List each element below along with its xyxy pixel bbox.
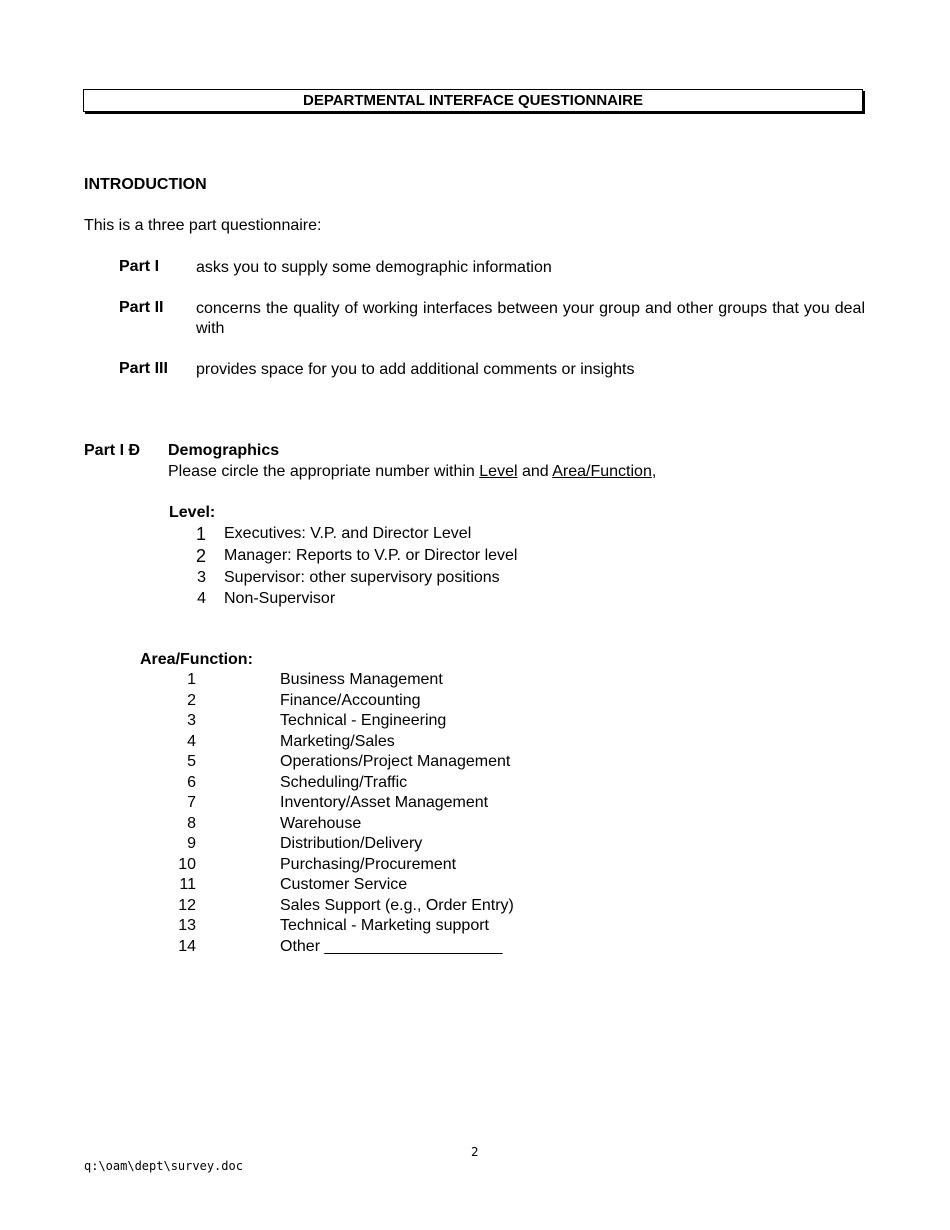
part-2-label: Part II	[119, 299, 164, 316]
area-num: 12	[178, 897, 196, 914]
area-heading: Area/Function:	[140, 651, 253, 668]
intro-heading: INTRODUCTION	[84, 176, 207, 193]
page-number: 2	[471, 1145, 479, 1159]
level-item: Non-Supervisor	[224, 590, 336, 607]
area-item: Technical - Marketing support	[280, 917, 489, 934]
level-num: 4	[197, 590, 206, 607]
part-3-label: Part III	[119, 360, 168, 377]
area-item: Business Management	[280, 671, 443, 688]
instr-pre: Please circle the appropriate number within	[168, 463, 480, 480]
level-item: Executives: V.P. and Director Level	[224, 525, 472, 542]
section-instructions	[168, 463, 656, 481]
part-1-desc: asks you to supply some demographic information	[196, 259, 552, 276]
level-item: Manager: Reports to V.P. or Director level	[224, 547, 518, 564]
level-heading: Level:	[169, 504, 216, 521]
area-item: Finance/Accounting	[280, 692, 421, 709]
area-num: 11	[179, 876, 196, 893]
area-num: 13	[178, 917, 196, 934]
level-num: 2	[195, 546, 206, 566]
instr-area: Area/Function	[552, 463, 652, 480]
area-item: Other ____________________	[280, 938, 503, 955]
level-num: 3	[197, 569, 206, 586]
area-num: 9	[187, 835, 196, 852]
intro-lead: This is a three part questionnaire:	[84, 217, 322, 234]
area-item: Technical - Engineering	[280, 712, 447, 729]
part-1-label: Part I	[119, 258, 160, 275]
level-num: 1	[195, 524, 206, 544]
area-item: Scheduling/Traffic	[280, 774, 408, 791]
part-2-desc: concerns the quality of working interfaces between your group and other groups that you deal with	[196, 300, 865, 337]
document-title: DEPARTMENTAL INTERFACE QUESTIONNAIRE	[83, 89, 863, 112]
section-label: Part I Ð	[84, 442, 141, 459]
section-heading: Demographics	[168, 442, 280, 459]
area-num: 4	[187, 733, 196, 750]
part-3-desc: provides space for you to add additional comments or insights	[196, 361, 635, 378]
instr-and: and	[517, 463, 553, 480]
area-item: Sales Support (e.g., Order Entry)	[280, 897, 514, 914]
area-num: 8	[187, 815, 196, 832]
area-num: 1	[187, 671, 196, 688]
area-item: Marketing/Sales	[280, 733, 395, 750]
instr-level: Level	[479, 463, 518, 480]
area-item: Warehouse	[280, 815, 362, 832]
file-path: q:\oam\dept\survey.doc	[84, 1159, 243, 1173]
area-num: 10	[178, 856, 196, 873]
area-num: 3	[187, 712, 196, 729]
area-num: 2	[187, 692, 196, 709]
area-num: 5	[187, 753, 196, 770]
area-num: 14	[178, 938, 196, 955]
area-item: Customer Service	[280, 876, 408, 893]
area-item: Inventory/Asset Management	[280, 794, 489, 811]
instr-post: ,	[651, 463, 657, 480]
area-item: Distribution/Delivery	[280, 835, 423, 852]
area-num: 6	[187, 774, 196, 791]
area-num: 7	[187, 794, 196, 811]
level-item: Supervisor: other supervisory positions	[224, 569, 500, 586]
area-item: Purchasing/Procurement	[280, 856, 457, 873]
area-item: Operations/Project Management	[280, 753, 511, 770]
